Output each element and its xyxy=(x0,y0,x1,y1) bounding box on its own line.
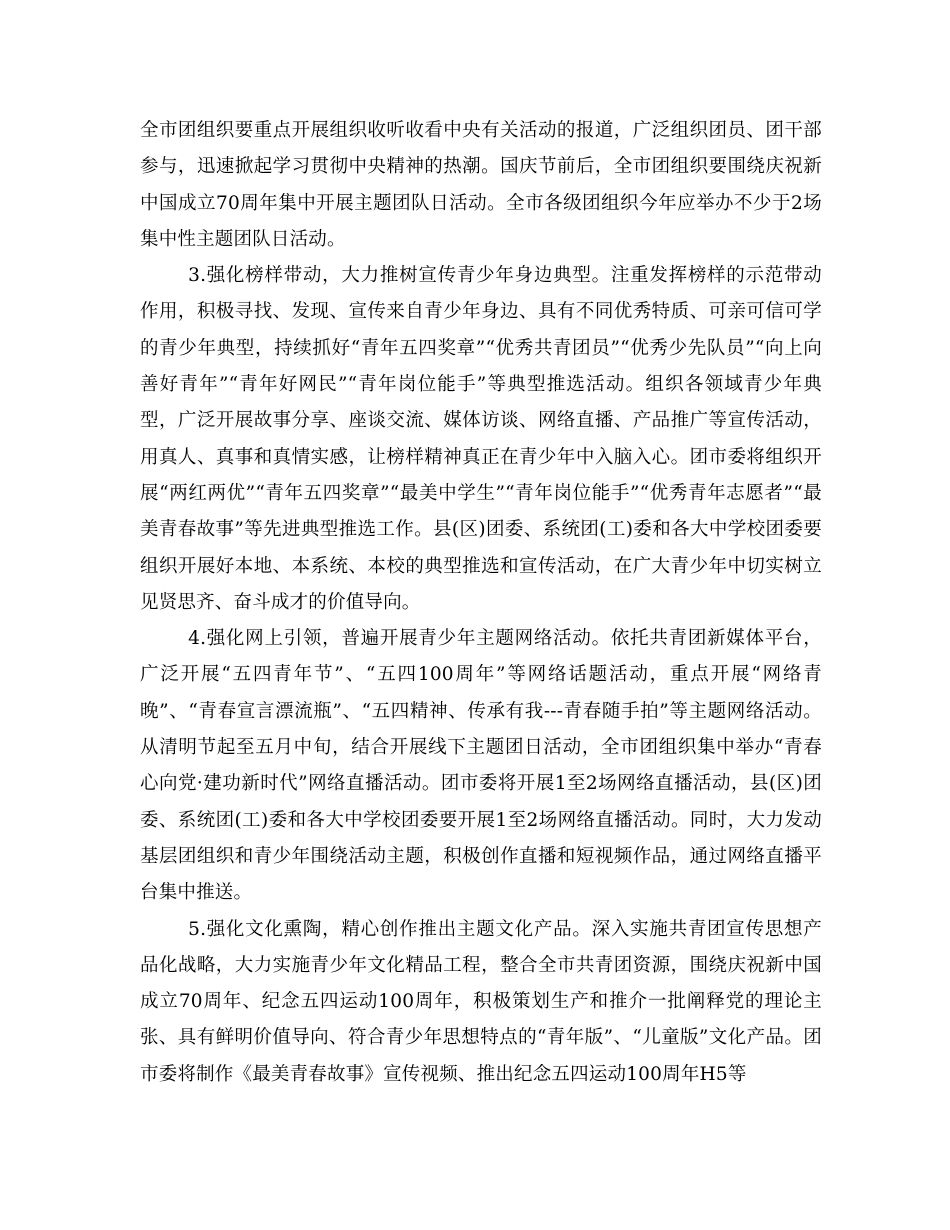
document-body xyxy=(140,113,822,1093)
paragraph-item-4: 4.强化网上引领，普遍开展青少年主题网络活动。依托共青团新媒体平台，广泛开展“五四青年节”、“五四100周年”等网络话题活动，重点开展“网络青晚”、“青春宣言漂流瓶”、“五四精神、传承有我---青春随手拍”等主题网络活动。从清明节起至五月中旬，结合开展线下主题团日活动，全市团组织集中举办“青春心向党·建功新时代”网络直播活动。团市委将开展1至2场网络直播活动，县(区)团委、系统团(工)委和各大中学校团委要开展1至2场网络直播活动。同时，大力发动基层团组织和青少年围绕活动主题，积极创作直播和短视频作品，通过网络直播平台集中推送。 xyxy=(140,628,822,904)
paragraph-item-5: 5.强化文化熏陶，精心创作推出主题文化产品。深入实施共青团宣传思想产品化战略，大力实施青少年文化精品工程，整合全市共青团资源，围绕庆祝新中国成立70周年、纪念五四运动100周年，积极策划生产和推介一批阐释党的理论主张、具有鲜明价值导向、符合青少年思想特点的“青年版”、“儿童版”文化产品。团市委将制作《最美青春故事》宣传视频、推出纪念五四运动100周年H5等 xyxy=(140,918,822,1085)
paragraph-item-3: 3.强化榜样带动，大力推树宣传青少年身边典型。注重发挥榜样的示范带动作用，积极寻找、发现、宣传来自青少年身边、具有不同优秀特质、可亲可信可学的青少年典型，持续抓好“青年五四奖章”“优秀共青团员”“优秀少先队员”“向上向善好青年”“青年好网民”“青年岗位能手”等典型推选活动。组织各领域青少年典型，广泛开展故事分享、座谈交流、媒体访谈、网络直播、产品推广等宣传活动，用真人、真事和真情实感，让榜样精神真正在青少年中入脑入心。团市委将组织开展“两红两优”“青年五四奖章”“最美中学生”“青年岗位能手”“优秀青年志愿者”“最美青春故事”等先进典型推选工作。县(区)团委、系统团(工)委和各大中学校团委要组织开展好本地、本系统、本校的典型推选和宣传活动，在广大青少年中切实树立见贤思齐、奋斗成才的价值导向。 xyxy=(140,265,822,613)
paragraph-continuation: 全市团组织要重点开展组织收听收看中央有关活动的报道，广泛组织团员、团干部参与，迅速掀起学习贯彻中央精神的热潮。国庆节前后，全市团组织要围绕庆祝新中国成立70周年集中开展主题团队日活动。全市各级团组织今年应举办不少于2场集中性主题团队日活动。 xyxy=(140,120,822,250)
